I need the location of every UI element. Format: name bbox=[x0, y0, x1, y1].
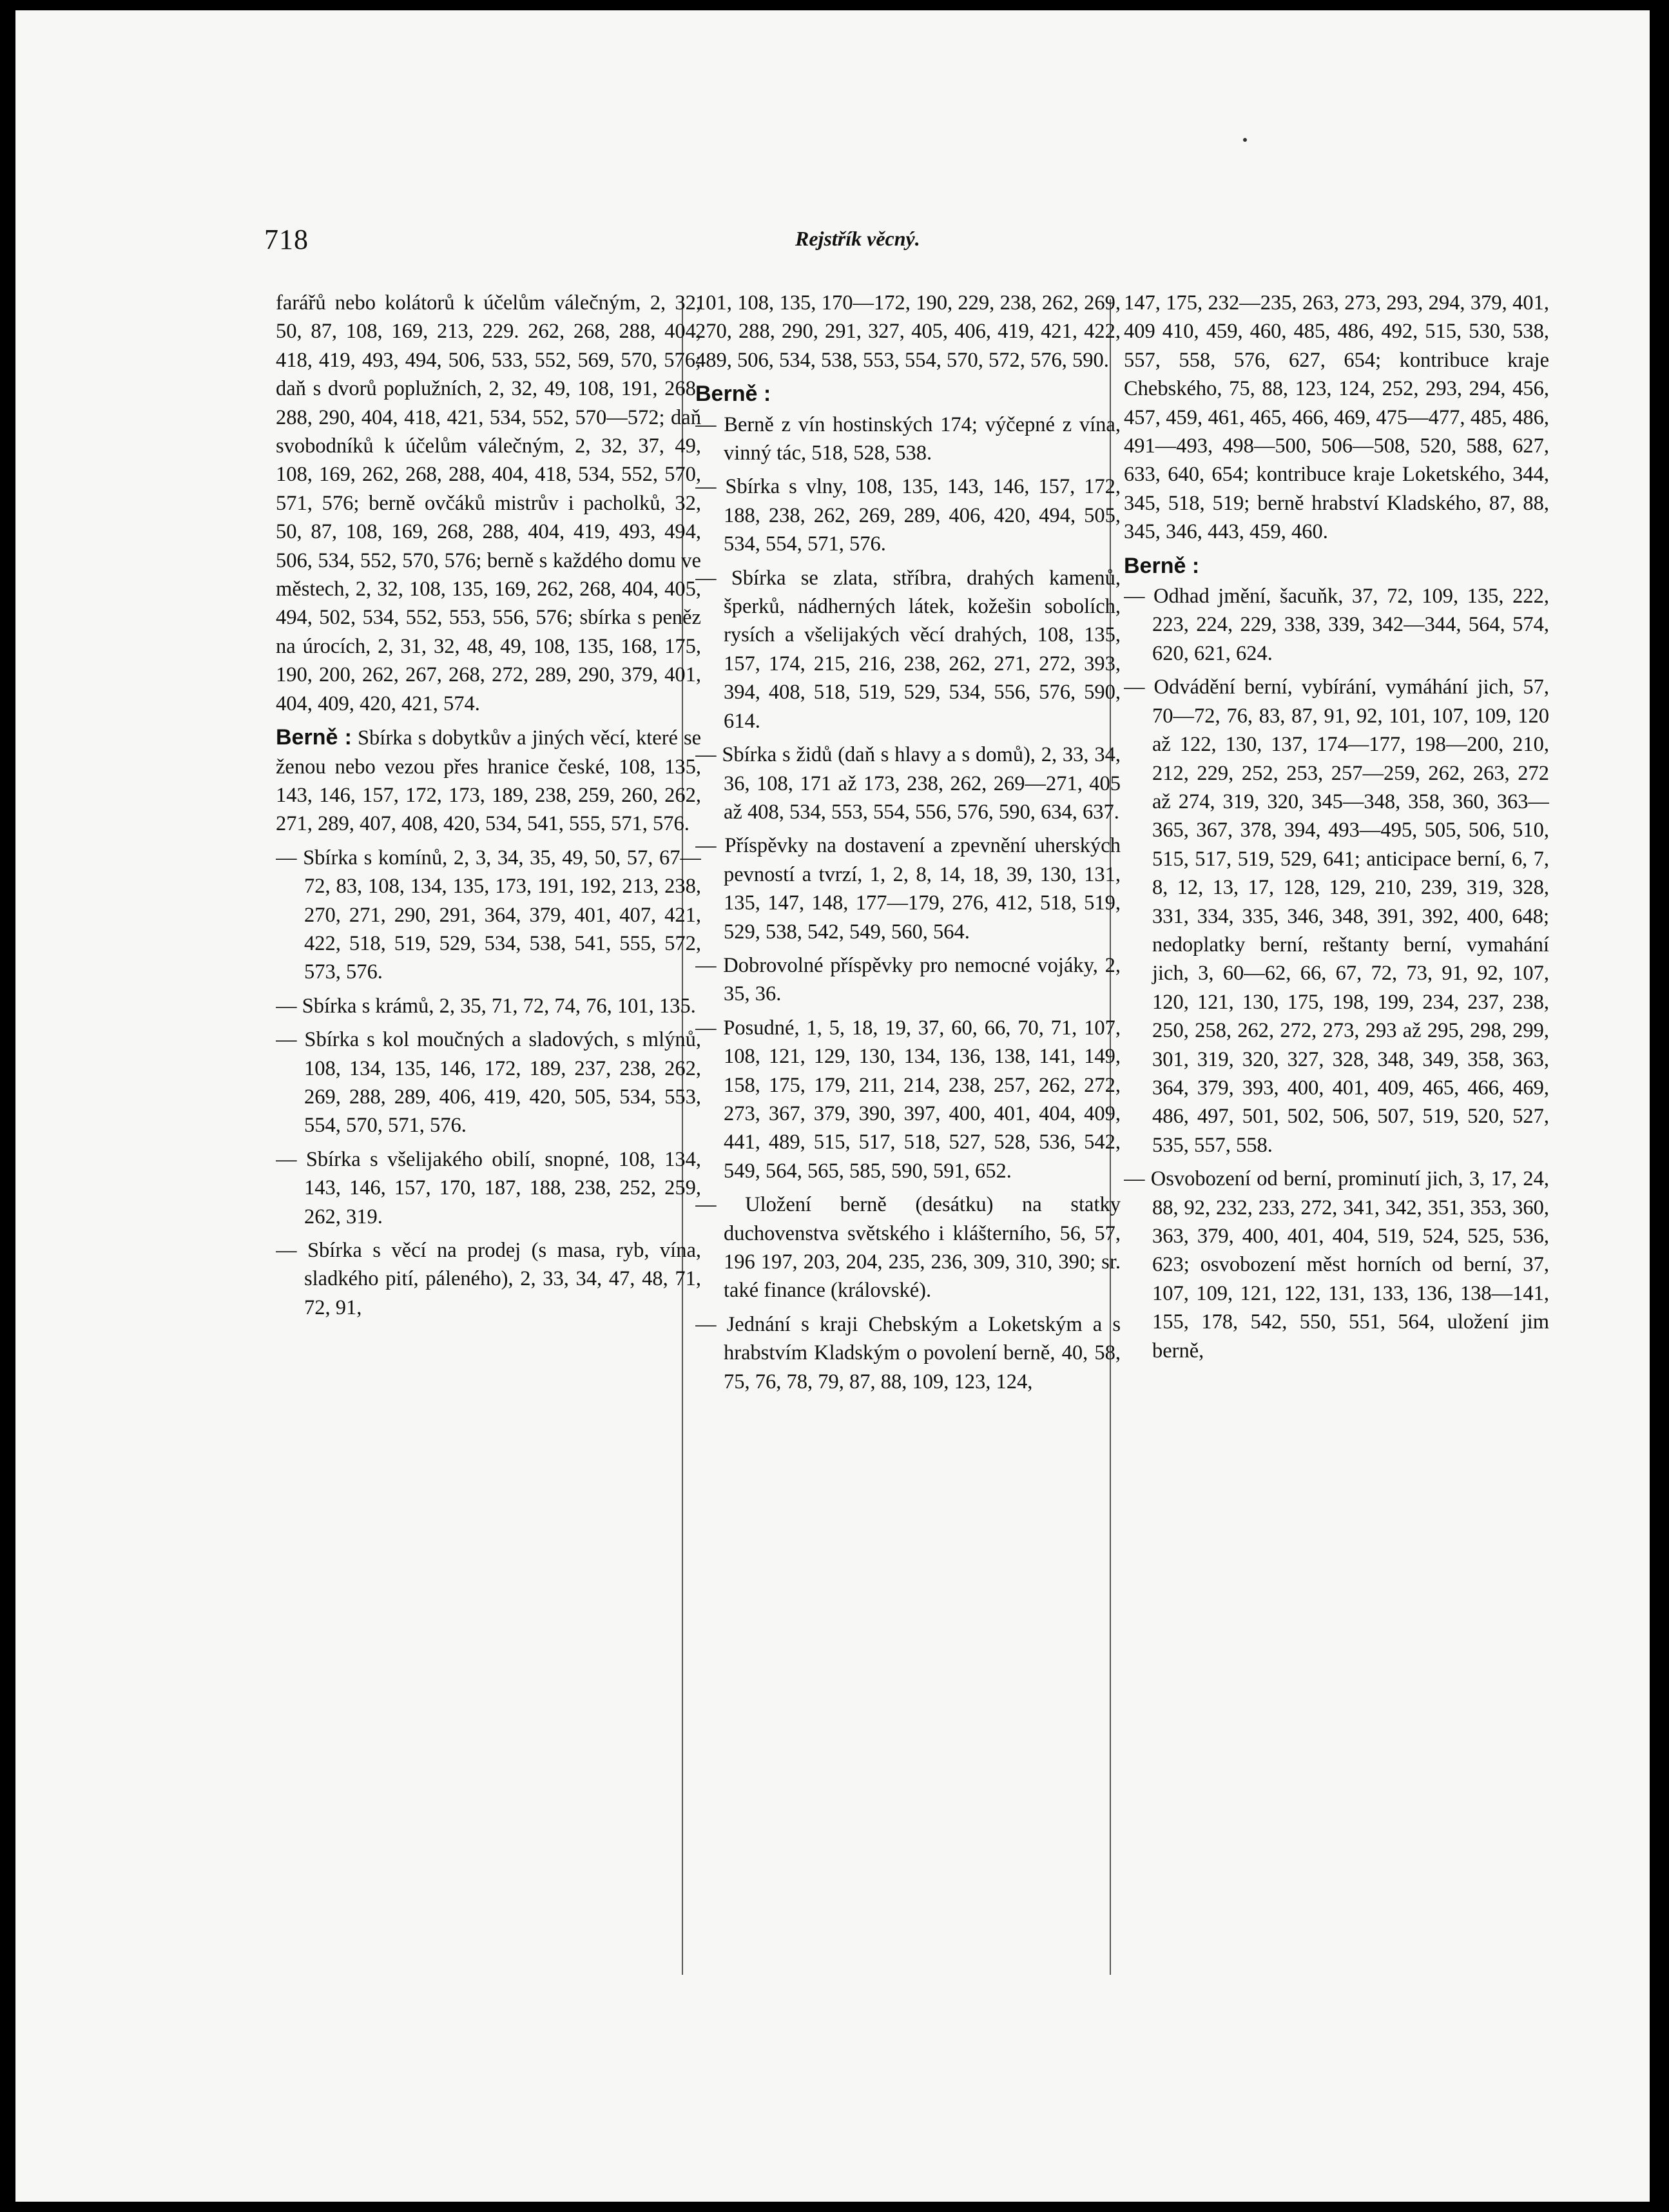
sub-entry: — Sbírka se zlata, stříbra, drahých kamenů, šperků, nádherných látek, kožešin sobolích, rysích a všelijakých věcí drahých, 108, 135, 157, 174, 215, 216, 238, 262, 271, 272, 393, 394, 408, 518, 519, 529, 534, 556, 576, 590, 614. bbox=[695, 566, 1121, 733]
sub-entry: — Odvádění berní, vybírání, vymáhání jich, 57, 70—72, 76, 83, 87, 91, 92, 101, 107, 109, 120 až 122, 130, 137, 174—177, 198—200, 210, 212, 229, 252, 253, 257—259, 262, 263, 272 až 274, 319, 320, 345—348, 358, 360, 363—365, 367, 378, 394, 493—495, 505, 506, 510, 515, 517, 519, 529, 641; anticipace berní, 6, 7, 8, 12, 13, 17, 128, 129, 210, 239, 319, 328, 331, 334, 335, 346, 348, 391, 392, 400, 648; nedoplatky berní, reštanty berní, vymahání jich, 3, 60—62, 66, 67, 72, 73, 91, 92, 107, 120, 121, 130, 175, 198, 199, 234, 237, 238, 250, 258, 262, 272, 273, 293 až 295, 298, 299, 301, 319, 320, 327, 328, 348, 349, 358, 363, 364, 379, 393, 400, 401, 409, 465, 466, 469, 486, 497, 501, 502, 506, 507, 519, 520, 527, 535, 557, 558. bbox=[1124, 675, 1549, 1157]
index-column-3 bbox=[1124, 289, 1549, 2068]
book-page bbox=[15, 10, 1650, 2202]
entry-heading: Berně : bbox=[695, 382, 771, 407]
page-number: 718 bbox=[264, 224, 309, 255]
entry-heading: Berně : bbox=[1124, 553, 1200, 578]
sub-entry: — Uložení berně (desátku) na statky duchovenstva světského i klášterního, 56, 57, 196 197, 203, 204, 235, 236, 309, 310, 390; sr. také finance (královské). bbox=[695, 1193, 1121, 1303]
sub-entry: — Sbírka s vlny, 108, 135, 143, 146, 157, 172, 188, 238, 262, 269, 289, 406, 420, 494, 505, 534, 554, 571, 576. bbox=[695, 475, 1121, 556]
sub-entry: — Sbírka s věcí na prodej (s masa, ryb, vína, sladkého pití, páleného), 2, 33, 34, 47, 48, 71, 72, 91, bbox=[276, 1239, 701, 1319]
running-title: Rejstřík věcný. bbox=[795, 227, 920, 250]
sub-entry: — Sbírka s všelijakého obilí, snopné, 108, 134, 143, 146, 157, 170, 187, 188, 238, 252, 259, 262, 319. bbox=[276, 1147, 701, 1228]
sub-entry: — Jednání s kraji Chebským a Loketským a s hrabstvím Kladským o povolení berně, 40, 58, 75, 76, 78, 79, 87, 88, 109, 123, 124, bbox=[695, 1312, 1121, 1393]
index-entry-berne bbox=[276, 723, 701, 839]
continued-entry-text: farářů nebo kolátorů k účelům válečným, 2, 32, 50, 87, 108, 169, 213, 229. 262, 268, 288, 404, 418, 419, 493, 494, 506, 533, 552, 569, 570, 576; daň s dvorů poplužních, 2, 32, 49, 108, 191, 268, 288, 290, 404, 418, 421, 534, 552, 570—572; daň svobodníků k účelům válečným, 2, 32, 37, 49, 108, 169, 262, 268, 288, 404, 418, 534, 552, 570, 571, 576; berně ovčáků mistrův i pacholků, 32, 50, 87, 108, 169, 268, 288, 404, 419, 493, 494, 506, 534, 552, 570, 576; berně s každého domu ve městech, 2, 32, 108, 135, 169, 262, 268, 404, 405, 494, 502, 534, 552, 553, 556, 576; sbírka s peněz na úrocích, 2, 31, 32, 48, 49, 108, 135, 168, 175, 190, 200, 262, 267, 268, 272, 289, 290, 379, 401, 404, 409, 420, 421, 574. bbox=[276, 291, 701, 715]
scan-speck bbox=[1243, 138, 1247, 142]
sub-entry: — Sbírka s židů (daň s hlavy a s domů), 2, 33, 34, 36, 108, 171 až 173, 238, 262, 269—271, 405 až 408, 534, 553, 554, 556, 576, 590, 634, 637. bbox=[695, 743, 1121, 824]
index-column-2 bbox=[695, 289, 1121, 2068]
continued-entry-text: 147, 175, 232—235, 263, 273, 293, 294, 379, 401, 409 410, 459, 460, 485, 486, 492, 515, 530, 538, 557, 558, 576, 627, 654; kontribuce kraje Chebského, 75, 88, 123, 124, 252, 293, 294, 456, 457, 459, 461, 465, 466, 469, 475—477, 485, 486, 491—493, 498—500, 506—508, 520, 588, 627, 633, 640, 654; kontribuce kraje Loketského, 344, 345, 518, 519; berně hrabství Kladského, 87, 88, 345, 346, 443, 459, 460. bbox=[1124, 291, 1549, 544]
sub-entry: — Odhad jmění, šacuňk, 37, 72, 109, 135, 222, 223, 224, 229, 338, 339, 342—344, 564, 574, 620, 621, 624. bbox=[1124, 585, 1549, 665]
sub-entry: — Dobrovolné příspěvky pro nemocné vojáky, 2, 35, 36. bbox=[695, 953, 1121, 1006]
sub-entry: — Sbírka s kol moučných a sladových, s mlýnů, 108, 134, 135, 146, 172, 189, 237, 238, 262, 269, 288, 289, 406, 419, 420, 505, 534, 553, 554, 570, 571, 576. bbox=[276, 1028, 701, 1138]
sub-entry: — Berně z vín hostinských 174; výčepné z vína, vinný tác, 518, 528, 538. bbox=[695, 412, 1121, 465]
sub-entry: — Osvobození od berní, prominutí jich, 3, 17, 24, 88, 92, 232, 233, 272, 341, 342, 351, 353, 360, 363, 379, 400, 401, 404, 519, 524, 525, 536, 623; osvobození měst horních od berní, 37, 107, 109, 121, 122, 131, 133, 136, 138—141, 155, 178, 542, 550, 551, 564, uložení jim berně, bbox=[1124, 1167, 1549, 1363]
sub-entry: — Sbírka s krámů, 2, 35, 71, 72, 74, 76, 101, 135. bbox=[276, 994, 696, 1018]
index-entry-berne bbox=[1124, 552, 1549, 581]
entry-heading: Berně : bbox=[276, 725, 352, 750]
continued-entry-text: 101, 108, 135, 170—172, 190, 229, 238, 262, 269, 270, 288, 290, 291, 327, 405, 406, 419, 421, 422, 489, 506, 534, 538, 553, 554, 570, 572, 576, 590. bbox=[695, 291, 1121, 372]
page-header bbox=[15, 223, 1650, 262]
sub-entry: — Sbírka s komínů, 2, 3, 34, 35, 49, 50, 57, 67—72, 83, 108, 134, 135, 173, 191, 192, 213, 238, 270, 271, 290, 291, 364, 379, 401, 407, 421, 422, 518, 519, 529, 534, 538, 541, 555, 572, 573, 576. bbox=[276, 846, 701, 984]
index-column-1 bbox=[276, 289, 701, 2068]
index-entry-berne bbox=[695, 380, 1121, 409]
sub-entry: — Posudné, 1, 5, 18, 19, 37, 60, 66, 70, 71, 107, 108, 121, 129, 130, 134, 136, 138, 141, 149, 158, 175, 179, 211, 214, 238, 257, 262, 272, 273, 367, 379, 390, 397, 400, 401, 404, 409, 441, 489, 515, 517, 518, 527, 528, 536, 542, 549, 564, 565, 585, 590, 591, 652. bbox=[695, 1016, 1121, 1183]
entry-text: Sbírka s dobytkův a jiných věcí, které se ženou nebo vezou přes hranice české, 108, 135, 143, 146, 157, 172, 173, 189, 238, 259, 260, 262, 271, 289, 407, 408, 420, 534, 541, 555, 571, 576. bbox=[276, 726, 701, 836]
sub-entry: — Příspěvky na dostavení a zpevnění uherských pevností a tvrzí, 1, 2, 8, 14, 18, 39, 130, 131, 135, 147, 148, 177—179, 276, 412, 518, 519, 529, 538, 542, 549, 560, 564. bbox=[695, 834, 1121, 944]
